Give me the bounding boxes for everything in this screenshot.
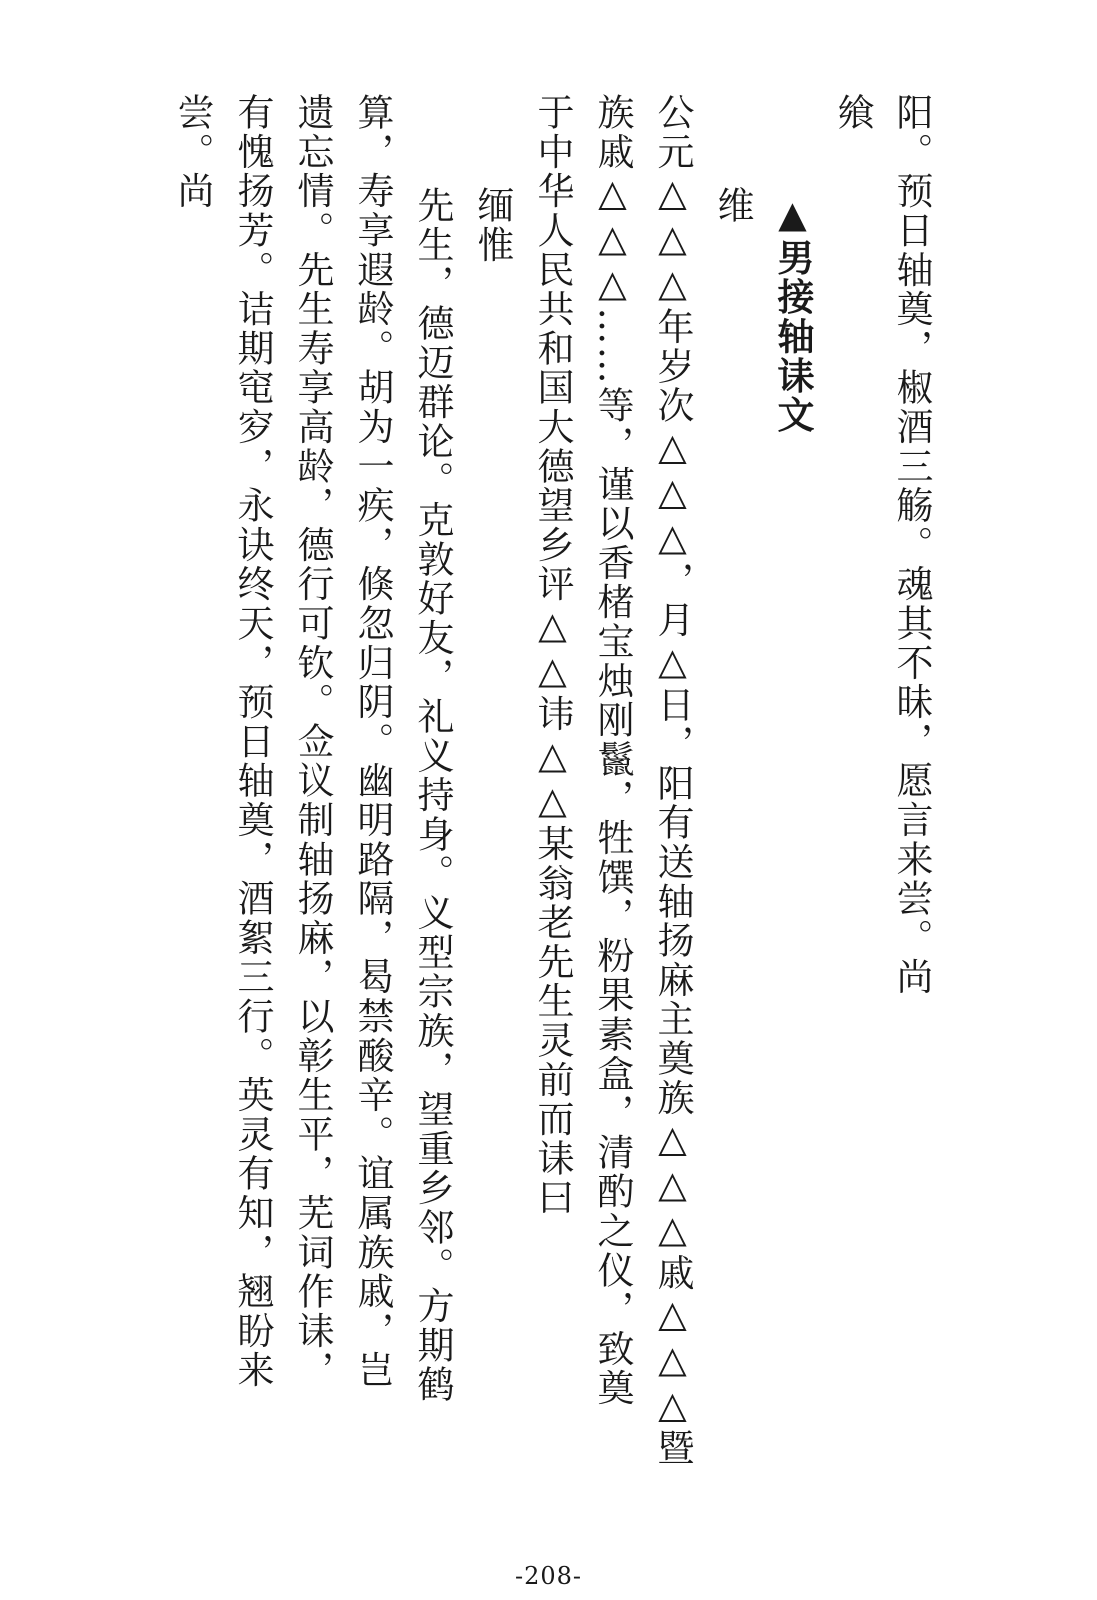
text-column-1: 阳。预日轴奠，椒酒三觞。魂其不昧，愿言来尝。尚 — [890, 93, 933, 997]
section-heading: ▲男接轴诔文 — [771, 193, 814, 435]
text-column-2: 飨 — [831, 93, 874, 133]
text-column-5: 公元△△△年岁次△△△，月△日，阳有送轴扬麻主奠族△△△戚△△△暨 — [651, 93, 694, 1468]
text-column-9: 先生，德迈群论。克敦好友，礼义持身。义型宗族，望重乡邻。方期鹤 — [411, 186, 454, 1405]
text-column-10: 算，寿享遐龄。胡为一疾，倏忽归阴。幽明路隔，曷禁酸辛。谊属族戚，岂 — [351, 93, 394, 1390]
text-column-13: 尝。尚 — [171, 93, 214, 211]
text-column-8: 缅惟 — [471, 186, 514, 265]
page-number: -208- — [514, 1562, 583, 1590]
text-column-4: 维 — [711, 186, 754, 226]
text-column-12: 有愧扬芳。诘期窀穸，永诀终天，预日轴奠，酒絮三行。英灵有知，翘盼来 — [231, 93, 274, 1390]
text-column-7: 于中华人民共和国大德望乡评△△讳△△某翁老先生灵前而诔曰 — [531, 93, 574, 1218]
text-column-11: 遗忘情。先生寿享高龄，德行可钦。佥议制轴扬麻，以彰生平，芜词作诔， — [291, 93, 334, 1390]
text-column-6: 族戚△△△……等，谨以香楮宝烛刚鬣，牲馔，粉果素盒，清酌之仪，致奠 — [591, 93, 634, 1408]
